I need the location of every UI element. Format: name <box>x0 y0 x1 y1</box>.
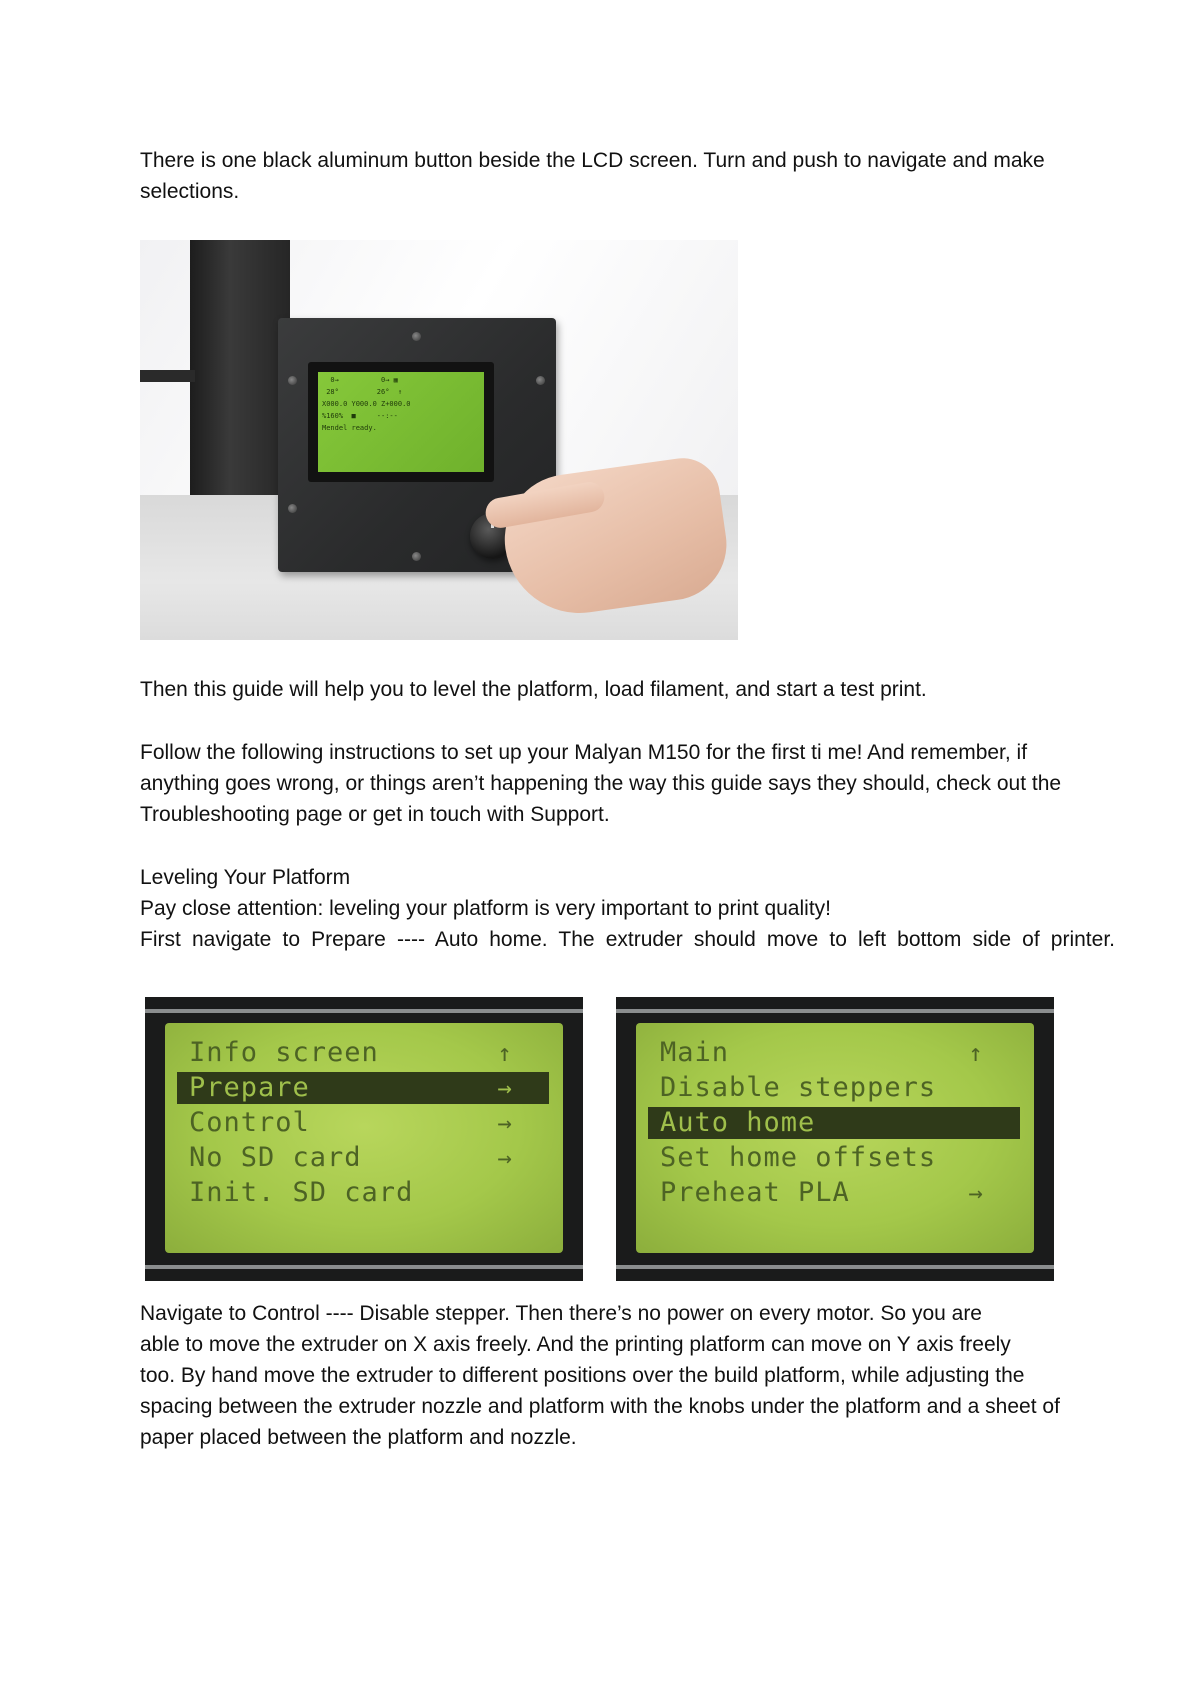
lcd-menu-item-label: Prepare <box>189 1072 310 1103</box>
control-line: spacing between the extruder nozzle and platform with the knobs under the platform and a sheet of <box>140 1395 1060 1418</box>
right-arrow-icon: → <box>497 1144 513 1172</box>
right-arrow-icon: → <box>968 1179 984 1207</box>
control-paragraph <box>140 1298 1120 1453</box>
lcd-menu-item <box>177 1072 549 1104</box>
lcd-menu-item-label: Control <box>189 1107 310 1138</box>
intro-line: There is one black aluminum button beside the LCD screen. Turn and push to navigate and make <box>140 149 1045 172</box>
lcd-menu-item <box>177 1037 549 1069</box>
lcd-menu-item <box>177 1142 549 1174</box>
lcd-prepare-menu-screen <box>636 1023 1034 1253</box>
lcd-line: X000.0 Y000.0 Z+000.0 <box>322 400 411 408</box>
lcd-menu-item <box>648 1177 1020 1209</box>
control-line: able to move the extruder on X axis freely. And the printing platform can move on Y axis freely <box>140 1333 1011 1356</box>
instructions-line: anything goes wrong, or things aren’t happening the way this guide says they should, check out the <box>140 772 1062 795</box>
lcd-menu-item <box>177 1107 549 1139</box>
instructions-line: Troubleshooting page or get in touch with Support. <box>140 803 610 826</box>
lcd-menu-item-label: Disable steppers <box>660 1072 937 1103</box>
lcd-menu-item <box>648 1037 1020 1069</box>
leveling-section <box>140 862 1120 955</box>
control-line: Navigate to Control ---- Disable stepper. Then there’s no power on every motor. So you are <box>140 1302 982 1325</box>
lcd-menu-item-label: No SD card <box>189 1142 362 1173</box>
screw-icon <box>412 552 421 561</box>
printer-frame <box>190 240 290 500</box>
controller-photo <box>140 240 738 640</box>
instructions-paragraph <box>140 737 1120 830</box>
lcd-prepare-menu-photo <box>616 997 1054 1281</box>
control-line: paper placed between the platform and nozzle. <box>140 1426 577 1449</box>
lcd-menu-item <box>177 1177 549 1209</box>
lcd-menu-item-label: Info screen <box>189 1037 379 1068</box>
lcd-line: 0→ 0→ ▦ <box>322 376 398 384</box>
screw-icon <box>412 332 421 341</box>
intro-line: selections. <box>140 180 240 203</box>
screw-icon <box>288 376 297 385</box>
leveling-line: Pay close attention: leveling your platform is very important to print quality! <box>140 897 831 920</box>
lcd-line: Mendel ready. <box>322 424 377 432</box>
lcd-menu-item <box>648 1142 1020 1174</box>
lcd-menu-item <box>648 1072 1020 1104</box>
bezel-rail <box>145 1265 583 1269</box>
up-arrow-icon: ↑ <box>497 1039 513 1067</box>
lcd-bezel <box>308 362 494 482</box>
guide-intro <box>140 674 1120 705</box>
lcd-menu-item <box>648 1107 1020 1139</box>
right-arrow-icon: → <box>497 1109 513 1137</box>
instructions-line: Follow the following instructions to set up your Malyan M150 for the first ti me! And remember, if <box>140 741 1028 764</box>
lcd-menu-item-label: Preheat PLA <box>660 1177 850 1208</box>
intro-paragraph <box>140 145 1120 207</box>
up-arrow-icon: ↑ <box>968 1039 984 1067</box>
lcd-line: %160% ■ --:-- <box>322 412 398 420</box>
guide-intro-line: Then this guide will help you to level the platform, load filament, and start a test print. <box>140 678 927 701</box>
printer-frame-bar <box>140 370 195 382</box>
screw-icon <box>536 376 545 385</box>
leveling-line: First navigate to Prepare ---- Auto home. The extruder should move to left bottom side of printer. <box>140 928 1115 951</box>
screw-icon <box>288 504 297 513</box>
lcd-menu-item-label: Auto home <box>660 1107 816 1138</box>
lcd-status-screen <box>318 372 484 472</box>
control-line: too. By hand move the extruder to different positions over the build platform, while adjusting the <box>140 1364 1025 1387</box>
lcd-main-menu-screen <box>165 1023 563 1253</box>
bezel-rail <box>616 1009 1054 1013</box>
lcd-line: 28° 26° ↑ <box>322 388 403 396</box>
right-arrow-icon: → <box>497 1074 513 1102</box>
lcd-menu-item-label: Main <box>660 1037 730 1068</box>
leveling-heading: Leveling Your Platform <box>140 866 351 889</box>
lcd-menu-item-label: Set home offsets <box>660 1142 937 1173</box>
bezel-rail <box>145 1009 583 1013</box>
lcd-menu-item-label: Init. SD card <box>189 1177 414 1208</box>
bezel-rail <box>616 1265 1054 1269</box>
lcd-main-menu-photo <box>145 997 583 1281</box>
